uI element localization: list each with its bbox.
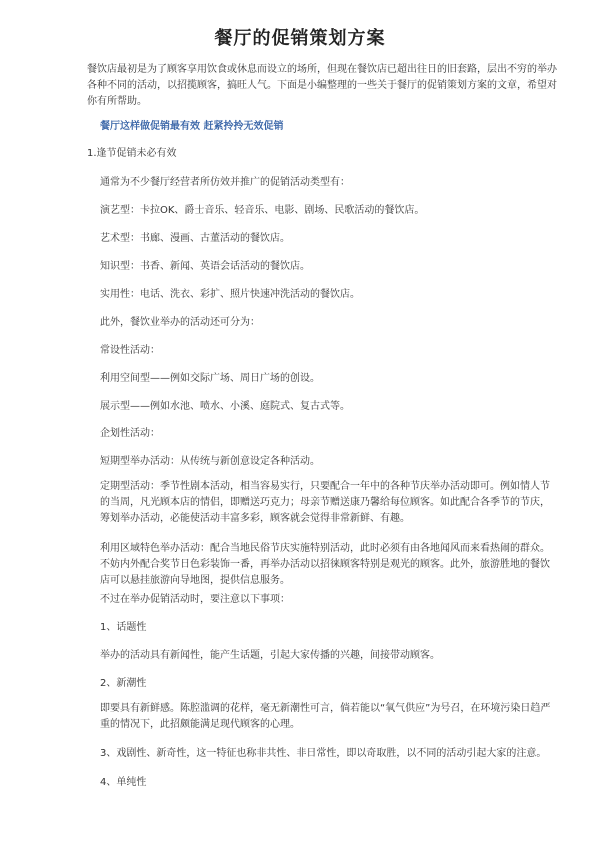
intro-paragraph: 餐饮店最初是为了顾客享用饮食或休息而设立的场所，但现在餐饮店已超出往日的旧套路，层出不穷的举办各种不同的活动，以招揽顾客，搞旺人气。下面是小编整理的一些关于餐厅的促销策划方案的文章，希望对你有所帮助。 [87,64,557,107]
paragraph: 展示型——例如水池、喷水、小溪、庭院式、复古式等。 [100,401,350,412]
section-subheading: 餐厅这样做促销最有效 赶紧拎拎无效促销 [100,121,284,132]
paragraph: 不过在举办促销活动时，要注意以下事项： [100,594,290,605]
paragraph: 3、戏剧性、新奇性，这一特征也称非共性、非日常性，即以奇取胜，以不同的活动引起大家的注意。 [100,748,547,759]
paragraph: 定期型活动：季节性剧本活动，相当容易实行，只要配合一年中的各种节庆举办活动即可。例如情人节的当周，凡光顾本店的情侣，即赠送巧克力；母亲节赠送康乃馨给每位顾客。如此配合各季节的节庆，筹划举办活动，必能使活动丰富多彩，顾客就会觉得非常新鲜、有趣。 [100,481,550,524]
paragraph: 演艺型：卡拉OK、爵士音乐、轻音乐、电影、剧场、民歌活动的餐饮店。 [100,205,425,216]
paragraph: 即要具有新鲜感。陈腔滥调的花样，毫无新潮性可言，倘若能以“氧气供应”为号召，在环境污染日趋严重的情况下，此招颇能满足现代顾客的心理。 [100,703,551,730]
paragraph: 此外，餐饮业举办的活动还可分为： [100,317,260,328]
paragraph: 通常为不少餐厅经营者所仿效并推广的促销活动类型有： [100,177,350,188]
paragraph: 举办的活动具有新闻性，能产生话题，引起大家传播的兴趣，间接带动顾客。 [100,650,440,661]
paragraph: 利用区域特色举办活动：配合当地民俗节庆实施特别活动，此时必须有由各地闻风而来看热闹的群众。不妨内外配合奖节日色彩装饰一番，再举办活动以招徕顾客特别是观光的顾客。此外，旅游胜地的餐饮店可以悬挂旅游向导地图，提供信息服务。 [100,543,550,586]
paragraph: 2、新潮性 [100,678,147,689]
paragraph: 4、单纯性 [100,777,147,788]
paragraph: 短期型举办活动：从传统与新创意设定各种活动。 [100,456,320,467]
paragraph: 知识型：书香、新闻、英语会话活动的餐饮店。 [100,261,310,272]
paragraph: 常设性活动： [100,345,160,356]
paragraph: 企划性活动： [100,428,160,439]
paragraph: 艺术型：书廊、漫画、古董活动的餐饮店。 [100,233,290,244]
page-title: 餐厅的促销策划方案 [214,28,386,49]
paragraph: 1.逢节促销未必有效 [87,148,177,159]
paragraph: 利用空间型——例如交际广场、周日广场的创设。 [100,373,320,384]
paragraph: 1、话题性 [100,622,147,633]
paragraph: 实用性：电话、洗衣、彩扩、照片快速冲洗活动的餐饮店。 [100,289,360,300]
